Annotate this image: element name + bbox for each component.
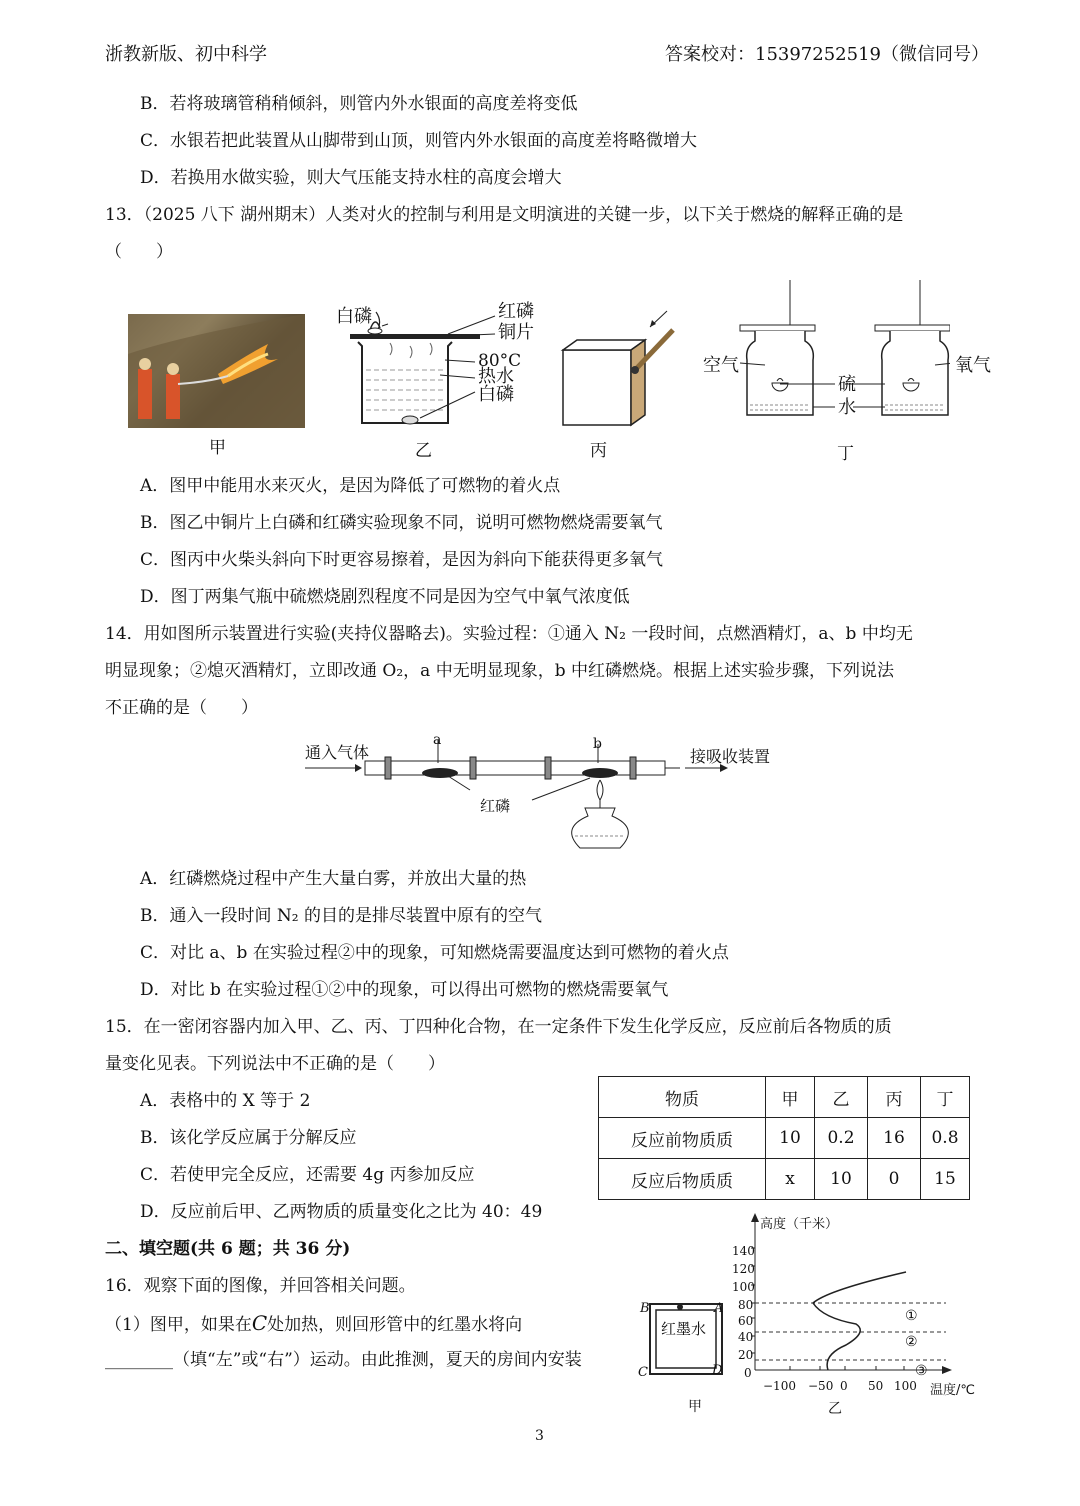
table-cell: 10: [815, 1159, 868, 1200]
table-cell: 10: [766, 1118, 815, 1159]
label-red-phosphorus: 红磷: [498, 301, 534, 322]
table-cell: 16: [868, 1118, 921, 1159]
table-cell: 物质: [599, 1077, 766, 1118]
table-cell: 0: [868, 1159, 921, 1200]
q16-stem: 16．观察下面的图像，并回答相关问题。: [105, 1276, 416, 1296]
q13-stem-line1: 13．（2025 八下 湖州期末）人类对火的控制与利用是文明演进的关键一步，以下关于燃烧的解释正确的是: [105, 205, 904, 225]
q12-option-d: D．若换用水做实验，则大气压能支持水柱的高度会增大: [140, 168, 562, 188]
q14-stem-line3: 不正确的是（ ）: [105, 698, 258, 718]
label-water: 水: [838, 397, 856, 418]
table-row: [599, 1118, 970, 1159]
answer-blank[interactable]: ________: [105, 1350, 173, 1370]
q12-option-c: C．水银若把此装置从山脚带到山顶，则管内外水银面的高度差将略微增大: [140, 131, 698, 151]
q14-option-a: A．红磷燃烧过程中产生大量白雾，并放出大量的热: [140, 869, 527, 889]
label-tube-b: b: [593, 736, 602, 752]
label-absorber-outlet: 接吸收装置: [690, 747, 771, 766]
label-air: 空气: [703, 355, 739, 376]
label-white-phosphorus-bottom: 白磷: [478, 384, 514, 405]
fig-bing-label: 丙: [590, 441, 607, 461]
y-tick: 20: [738, 1348, 754, 1362]
label-copper-plate: 铜片: [498, 322, 534, 343]
q13-option-a: A．图甲中能用水来灭火，是因为降低了可燃物的着火点: [140, 476, 561, 496]
q16-part1-post: 处加热，则回形管中的红墨水将向: [267, 1315, 523, 1335]
table-cell: 丁: [921, 1077, 970, 1118]
q16-part1-tail: （填“左”或“右”）运动。由此推测，夏天的房间内安装: [173, 1350, 582, 1370]
fig-ding-label: 丁: [837, 444, 854, 464]
q14-option-d: D．对比 b 在实验过程①②中的现象，可以得出可燃物的燃烧需要氧气: [140, 980, 669, 1000]
q13-option-b: B．图乙中铜片上白磷和红磷实验现象不同，说明可燃物燃烧需要氧气: [140, 513, 663, 533]
q12-option-b: B．若将玻璃管稍稍倾斜，则管内外水银面的高度差将变低: [140, 94, 578, 114]
q15-option-d: D．反应前后甲、乙两物质的质量变化之比为 40：49: [140, 1202, 543, 1222]
label-tube-a: a: [433, 732, 442, 748]
y-tick: 60: [738, 1314, 754, 1328]
header-right: 答案校对：15397252519（微信同号）: [665, 44, 989, 65]
q15-stem-line1: 15．在一密闭容器内加入甲、乙、丙、丁四种化合物，在一定条件下发生化学反应，反应前后各物质的质: [105, 1017, 892, 1037]
corner-d: D: [712, 1363, 723, 1378]
label-sulfur: 硫: [838, 374, 856, 395]
y-tick: 0: [744, 1366, 752, 1380]
y-tick: 100: [732, 1280, 755, 1294]
fig-yi-label: 乙: [415, 441, 432, 461]
q13-option-d: D．图丁两集气瓶中硫燃烧剧烈程度不同是因为空气中氧气浓度低: [140, 587, 630, 607]
y-axis-title: 高度（千米）: [760, 1217, 839, 1232]
y-tick: 40: [738, 1330, 754, 1344]
x-tick: −100: [763, 1379, 796, 1393]
q16-part1-pre: （1）图甲，如果在: [105, 1315, 252, 1335]
fig-jia-caption: 甲: [688, 1399, 702, 1415]
table-cell: 15: [921, 1159, 970, 1200]
label-gas-inlet: 通入气体: [305, 743, 370, 762]
y-tick: 140: [732, 1244, 755, 1258]
fig-bing-matchbox: [555, 305, 685, 430]
corner-c: C: [638, 1365, 648, 1380]
x-axis-title: 温度/℃: [930, 1383, 975, 1398]
q15-mass-table: [598, 1076, 970, 1200]
table-cell: 反应后物质质: [599, 1159, 766, 1200]
q14-stem-line2: 明显现象；②熄灭酒精灯，立即改通 O₂，a 中无明显现象，b 中红磷燃烧。根据上述实验步骤，下列说法: [105, 661, 894, 681]
table-cell: 甲: [766, 1077, 815, 1118]
table-header-row: [599, 1077, 970, 1118]
q14-option-b: B．通入一段时间 N₂ 的目的是排尽装置中原有的空气: [140, 906, 542, 926]
q13-option-c: C．图丙中火柴头斜向下时更容易擦着，是因为斜向下能获得更多氧气: [140, 550, 664, 570]
q16-part1-line2: [105, 1349, 582, 1371]
x-tick: 0: [840, 1379, 848, 1393]
corner-b: B: [640, 1301, 650, 1316]
layer-marker-1: ①: [905, 1308, 918, 1324]
table-row: [599, 1159, 970, 1200]
label-white-phosphorus-top: 白磷: [336, 306, 372, 327]
label-temperature: 80°C: [478, 351, 522, 371]
layer-marker-3: ③: [915, 1363, 928, 1379]
table-cell: 反应前物质质: [599, 1118, 766, 1159]
x-tick: −50: [808, 1379, 834, 1393]
page-number: 3: [535, 1428, 544, 1444]
q15-option-a: A．表格中的 X 等于 2: [140, 1091, 311, 1111]
label-oxygen: 氧气: [955, 355, 991, 376]
q14-option-c: C．对比 a、b 在实验过程②中的现象，可知燃烧需要温度达到可燃物的着火点: [140, 943, 729, 963]
table-cell: x: [766, 1159, 815, 1200]
q15-option-c: C．若使甲完全反应，还需要 4g 丙参加反应: [140, 1165, 475, 1185]
y-tick: 120: [732, 1262, 755, 1276]
table-cell: 丙: [868, 1077, 921, 1118]
table-cell: 0.2: [815, 1118, 868, 1159]
corner-a: A: [714, 1301, 724, 1316]
point-c: C: [251, 1311, 268, 1335]
fig-jia-label: 甲: [209, 438, 226, 458]
q16-part1-line1: [105, 1312, 522, 1336]
q13-stem-line2: （ ）: [105, 242, 173, 262]
header-left: 浙教新版、初中科学: [105, 44, 267, 65]
label-hot-water: 热水: [478, 366, 514, 387]
q15-stem-line2: 量变化见表。下列说法中不正确的是（ ）: [105, 1054, 445, 1074]
layer-marker-2: ②: [905, 1334, 918, 1350]
table-cell: 乙: [815, 1077, 868, 1118]
q15-option-b: B．该化学反应属于分解反应: [140, 1128, 357, 1148]
x-tick: 100: [894, 1379, 917, 1393]
section-title: 二、填空题(共 6 题；共 36 分): [105, 1239, 351, 1259]
firefighting-photo: [128, 314, 305, 428]
fig-yi-caption: 乙: [828, 1401, 842, 1417]
label-red-ink: 红墨水: [661, 1320, 707, 1338]
q14-stem-line1: 14．用如图所示装置进行实验(夹持仪器略去)。实验过程：①通入 N₂ 一段时间，点燃酒精灯，a、b 中均无: [105, 624, 913, 644]
y-tick: 80: [738, 1298, 754, 1312]
label-red-phosphorus-q14: 红磷: [480, 797, 511, 815]
table-cell: 0.8: [921, 1118, 970, 1159]
x-tick: 50: [868, 1379, 884, 1393]
